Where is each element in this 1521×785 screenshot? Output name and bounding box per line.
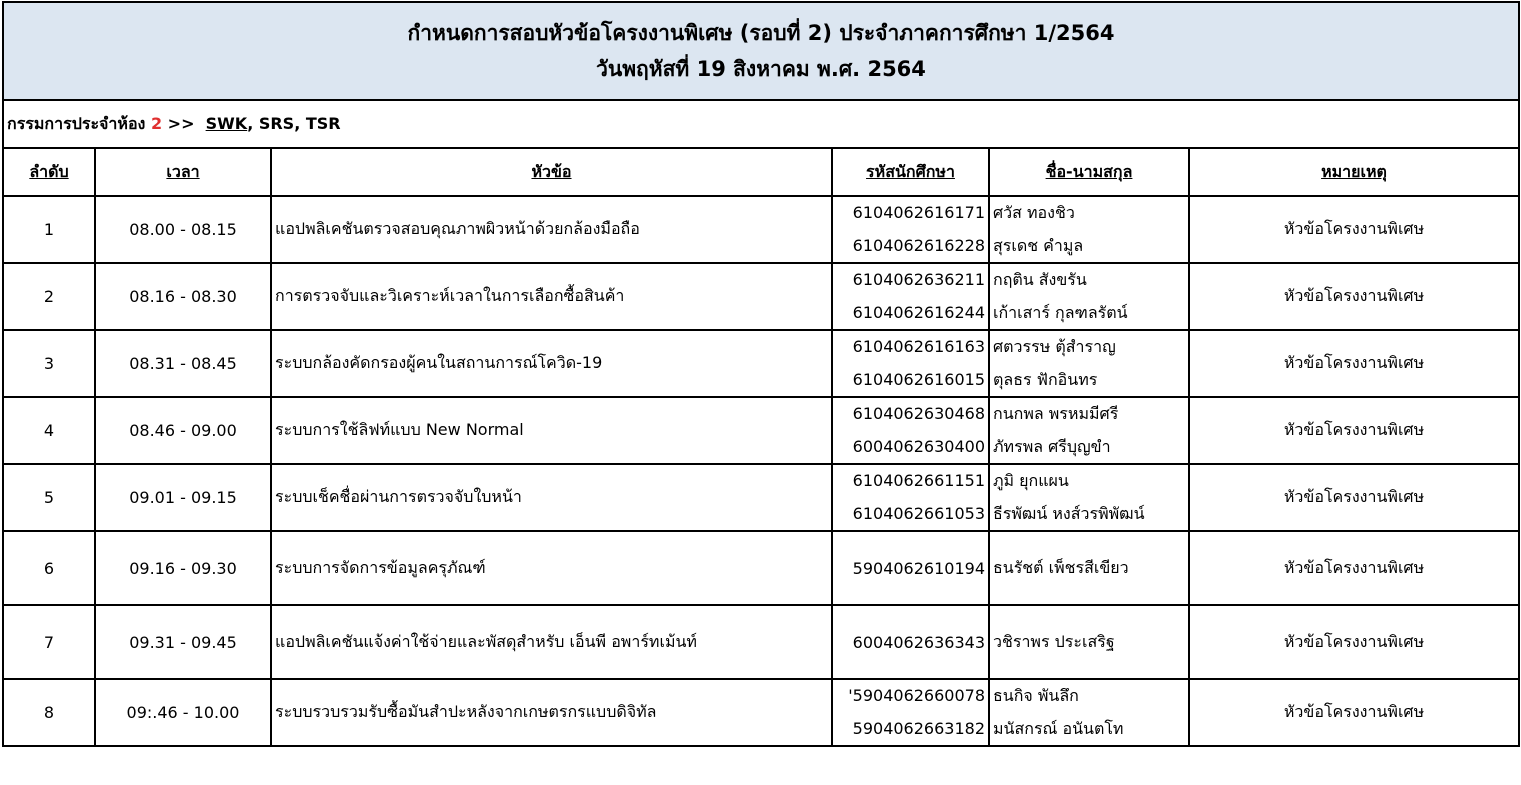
student-id: 6104062616015	[852, 369, 985, 389]
row-time: 08.31 - 08.45	[95, 330, 271, 397]
student-id: 6004062636343	[832, 605, 989, 679]
row-note: หัวข้อโครงงานพิเศษ	[1189, 531, 1519, 605]
title-line-1: กำหนดการสอบหัวข้อโครงงานพิเศษ (รอบที่ 2) ประจำภาคการศึกษา 1/2564	[407, 21, 1115, 45]
student-id: 6104062616163	[852, 337, 985, 357]
row-note: หัวข้อโครงงานพิเศษ	[1189, 196, 1519, 263]
student-name: มนัสกรณ์ อนันตโท	[993, 718, 1124, 738]
title-line-2: วันพฤหัสที่ 19 สิงหาคม พ.ศ. 2564	[596, 57, 926, 81]
room-number: 2	[150, 113, 163, 133]
row-no: 6	[3, 531, 95, 605]
student-name: ภูมิ ยุกแผน	[993, 471, 1069, 491]
schedule-table	[2, 1, 1520, 747]
student-name: ศตวรรษ ตุ้สำราญ	[993, 337, 1116, 357]
row-topic: ระบบรวบรวมรับซื้อมันสำปะหลังจากเกษตรกรแบบดิจิทัล	[271, 679, 832, 746]
col-header-student-id: รหัสนักศึกษา	[832, 148, 989, 196]
row-note: หัวข้อโครงงานพิเศษ	[1189, 263, 1519, 330]
row-time: 08.00 - 08.15	[95, 196, 271, 263]
table-row	[3, 330, 1519, 397]
col-header-time: เวลา	[95, 148, 271, 196]
row-topic: ระบบกล้องคัดกรองผู้คนในสถานการณ์โควิด-19	[271, 330, 832, 397]
row-note: หัวข้อโครงงานพิเศษ	[1189, 397, 1519, 464]
row-note: หัวข้อโครงงานพิเศษ	[1189, 330, 1519, 397]
student-id: 6104062616244	[852, 302, 985, 322]
row-topic: ระบบการใช้ลิฟท์แบบ New Normal	[271, 397, 832, 464]
student-name: ตุลธร ฟักอินทร	[993, 369, 1098, 389]
student-id: 6104062616171	[852, 203, 985, 223]
table-row	[3, 605, 1519, 679]
student-name: ธนรัชต์ เพ็ชรสีเขียว	[989, 531, 1189, 605]
committee-row	[3, 100, 1519, 148]
row-no: 3	[3, 330, 95, 397]
column-header-row	[3, 148, 1519, 196]
table-row	[3, 531, 1519, 605]
col-header-note: หมายเหตุ	[1189, 148, 1519, 196]
row-time: 08.16 - 08.30	[95, 263, 271, 330]
committee-chair: SWK	[205, 113, 248, 133]
col-header-name: ชื่อ-นามสกุล	[989, 148, 1189, 196]
student-name: สุรเดช คำมูล	[993, 235, 1084, 255]
row-time: 09.01 - 09.15	[95, 464, 271, 531]
student-name: กฤติน สังขรัน	[993, 270, 1087, 290]
student-name: วชิราพร ประเสริฐ	[989, 605, 1189, 679]
row-topic: การตรวจจับและวิเคราะห์เวลาในการเลือกซื้อสินค้า	[271, 263, 832, 330]
student-id: 6104062636211	[852, 270, 985, 290]
student-id: '5904062660078	[848, 686, 985, 706]
table-row	[3, 397, 1519, 464]
table-row	[3, 679, 1519, 746]
row-time: 09.31 - 09.45	[95, 605, 271, 679]
student-name: ธีรพัฒน์ หงส์วรพิพัฒน์	[993, 503, 1145, 523]
student-id: 5904062610194	[832, 531, 989, 605]
row-topic: แอปพลิเคชันตรวจสอบคุณภาพผิวหน้าด้วยกล้องมือถือ	[271, 196, 832, 263]
row-note: หัวข้อโครงงานพิเศษ	[1189, 464, 1519, 531]
committee-members: , SRS, TSR	[247, 113, 341, 133]
table-row	[3, 263, 1519, 330]
row-no: 1	[3, 196, 95, 263]
row-no: 2	[3, 263, 95, 330]
row-no: 8	[3, 679, 95, 746]
row-note: หัวข้อโครงงานพิเศษ	[1189, 679, 1519, 746]
student-id: 5904062663182	[852, 718, 985, 738]
row-time: 09:.46 - 10.00	[95, 679, 271, 746]
row-note: หัวข้อโครงงานพิเศษ	[1189, 605, 1519, 679]
row-time: 09.16 - 09.30	[95, 531, 271, 605]
col-header-topic: หัวข้อ	[271, 148, 832, 196]
table-row	[3, 196, 1519, 263]
schedule-title	[3, 2, 1519, 100]
committee-arrow: >>	[167, 113, 195, 133]
committee-prefix: กรรมการประจำห้อง	[7, 113, 146, 133]
row-no: 7	[3, 605, 95, 679]
row-topic: ระบบการจัดการข้อมูลครุภัณฑ์	[271, 531, 832, 605]
student-name: กนกพล พรหมมีศรี	[993, 404, 1119, 424]
row-time: 08.46 - 09.00	[95, 397, 271, 464]
student-id: 6004062630400	[852, 436, 985, 456]
student-name: ธนกิจ พันลึก	[993, 686, 1079, 706]
student-id: 6104062630468	[852, 404, 985, 424]
col-header-no: ลำดับ	[3, 148, 95, 196]
row-topic: ระบบเช็คชื่อผ่านการตรวจจับใบหน้า	[271, 464, 832, 531]
table-row	[3, 464, 1519, 531]
student-name: ศวัส ทองชิว	[993, 203, 1075, 223]
student-name: เก้าเสาร์ กุลฑลรัตน์	[993, 302, 1128, 322]
student-name: ภัทรพล ศรีบุญขำ	[993, 436, 1111, 456]
row-topic: แอปพลิเคชันแจ้งค่าใช้จ่ายและพัสดุสำหรับ เอ็นพี อพาร์ทเม้นท์	[271, 605, 832, 679]
student-id: 6104062661151	[852, 471, 985, 491]
row-no: 4	[3, 397, 95, 464]
student-id: 6104062661053	[852, 503, 985, 523]
row-no: 5	[3, 464, 95, 531]
student-id: 6104062616228	[852, 235, 985, 255]
